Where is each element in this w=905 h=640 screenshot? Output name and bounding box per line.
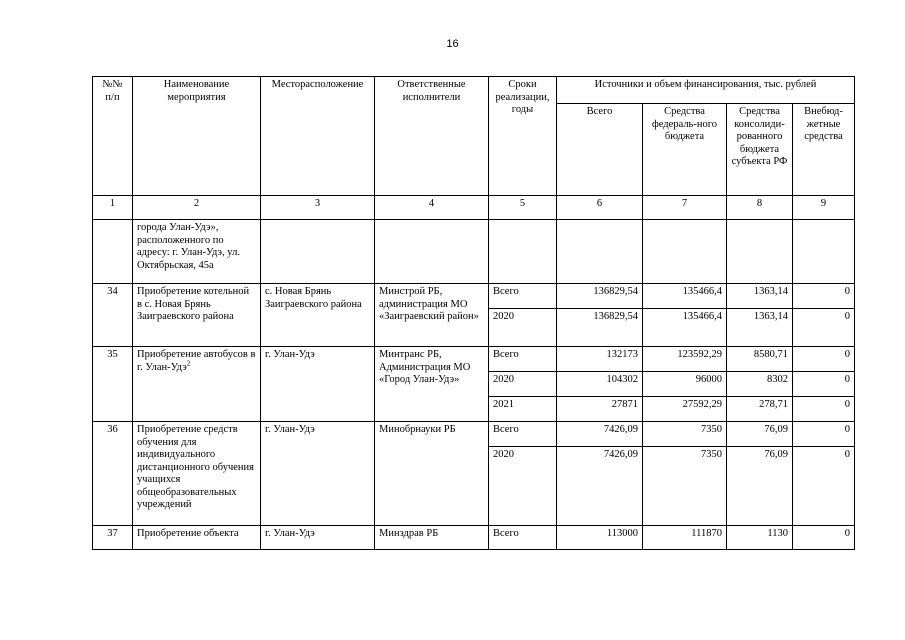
item-name: Приобретение средств обучения для индивидуального дистанционного обучения учащихся общеобразовательных учреждений — [133, 422, 261, 526]
item-name — [133, 347, 261, 422]
header-regional: Средства консолиди-рованного бюджета субъекта РФ — [727, 104, 793, 196]
item-regional: 1130 — [727, 526, 793, 550]
item-extra: 0 — [793, 447, 855, 526]
item-total: 7426,09 — [557, 422, 643, 447]
column-number: 6 — [557, 196, 643, 220]
item-term: Всего — [489, 347, 557, 372]
header-name: Наименование мероприятия — [133, 77, 261, 196]
item-extra: 0 — [793, 397, 855, 422]
item-extra: 0 — [793, 526, 855, 550]
item-federal: 111870 — [643, 526, 727, 550]
item-term: 2020 — [489, 447, 557, 526]
item-total: 113000 — [557, 526, 643, 550]
item-number: 35 — [93, 347, 133, 422]
header-num: №№ п/п — [93, 77, 133, 196]
page-number: 16 — [446, 38, 459, 50]
item-executors: Минобрнауки РБ — [375, 422, 489, 526]
item-federal: 135466,4 — [643, 309, 727, 347]
item-federal: 135466,4 — [643, 284, 727, 309]
item-extra: 0 — [793, 284, 855, 309]
item-total: 132173 — [557, 347, 643, 372]
funding-table — [92, 76, 855, 550]
item-name: Приобретение объекта — [133, 526, 261, 550]
item-extra: 0 — [793, 372, 855, 397]
item-location: г. Улан-Удэ — [261, 526, 375, 550]
column-number: 3 — [261, 196, 375, 220]
item-total: 104302 — [557, 372, 643, 397]
item-federal: 96000 — [643, 372, 727, 397]
header-terms: Сроки реализации, годы — [489, 77, 557, 196]
item-executors: Минстрой РБ, администрация МО «Заиграевский район» — [375, 284, 489, 347]
header-federal: Средства федераль-ного бюджета — [643, 104, 727, 196]
column-number: 2 — [133, 196, 261, 220]
column-number: 4 — [375, 196, 489, 220]
item-term: Всего — [489, 284, 557, 309]
column-number: 5 — [489, 196, 557, 220]
item-total: 7426,09 — [557, 447, 643, 526]
header-extra: Внебюд-жетные средства — [793, 104, 855, 196]
column-number: 7 — [643, 196, 727, 220]
item-federal: 27592,29 — [643, 397, 727, 422]
item-term: Всего — [489, 526, 557, 550]
item-executors: Минтранс РБ, Администрация МО «Город Улан-Удэ» — [375, 347, 489, 422]
column-number: 9 — [793, 196, 855, 220]
header-executors: Ответственные исполнители — [375, 77, 489, 196]
item-term: 2020 — [489, 309, 557, 347]
item-total: 136829,54 — [557, 309, 643, 347]
item-regional: 8302 — [727, 372, 793, 397]
item-regional: 278,71 — [727, 397, 793, 422]
item-regional: 76,09 — [727, 422, 793, 447]
item-regional: 1363,14 — [727, 284, 793, 309]
table-row — [93, 284, 855, 309]
continuation-row — [93, 220, 855, 284]
item-location: г. Улан-Удэ — [261, 422, 375, 526]
item-name: Приобретение котельной в с. Новая Брянь Заиграевского района — [133, 284, 261, 347]
item-number: 37 — [93, 526, 133, 550]
item-term: 2020 — [489, 372, 557, 397]
item-extra: 0 — [793, 347, 855, 372]
item-total: 136829,54 — [557, 284, 643, 309]
item-number: 34 — [93, 284, 133, 347]
item-regional: 76,09 — [727, 447, 793, 526]
continuation-name: города Улан-Удэ», расположенного по адресу: г. Улан-Удэ, ул. Октябрьская, 45а — [133, 220, 261, 284]
item-executors: Минздрав РБ — [375, 526, 489, 550]
header-location: Месторасположение — [261, 77, 375, 196]
item-location: г. Улан-Удэ — [261, 347, 375, 422]
item-federal: 123592,29 — [643, 347, 727, 372]
table-row — [93, 347, 855, 372]
column-number: 8 — [727, 196, 793, 220]
item-regional: 1363,14 — [727, 309, 793, 347]
item-federal: 7350 — [643, 422, 727, 447]
item-term: 2021 — [489, 397, 557, 422]
item-name-text: Приобретение автобусов в г. Улан-Удэ — [137, 349, 256, 373]
table-row — [93, 526, 855, 550]
item-total: 27871 — [557, 397, 643, 422]
header-funding: Источники и объем финансирования, тыс. рублей — [557, 77, 855, 104]
item-regional: 8580,71 — [727, 347, 793, 372]
column-number: 1 — [93, 196, 133, 220]
item-extra: 0 — [793, 309, 855, 347]
item-location: с. Новая Брянь Заиграевского района — [261, 284, 375, 347]
item-term: Всего — [489, 422, 557, 447]
footnote-mark: 2 — [186, 359, 191, 367]
item-federal: 7350 — [643, 447, 727, 526]
item-extra: 0 — [793, 422, 855, 447]
header-total: Всего — [557, 104, 643, 196]
table-row — [93, 422, 855, 447]
item-number: 36 — [93, 422, 133, 526]
